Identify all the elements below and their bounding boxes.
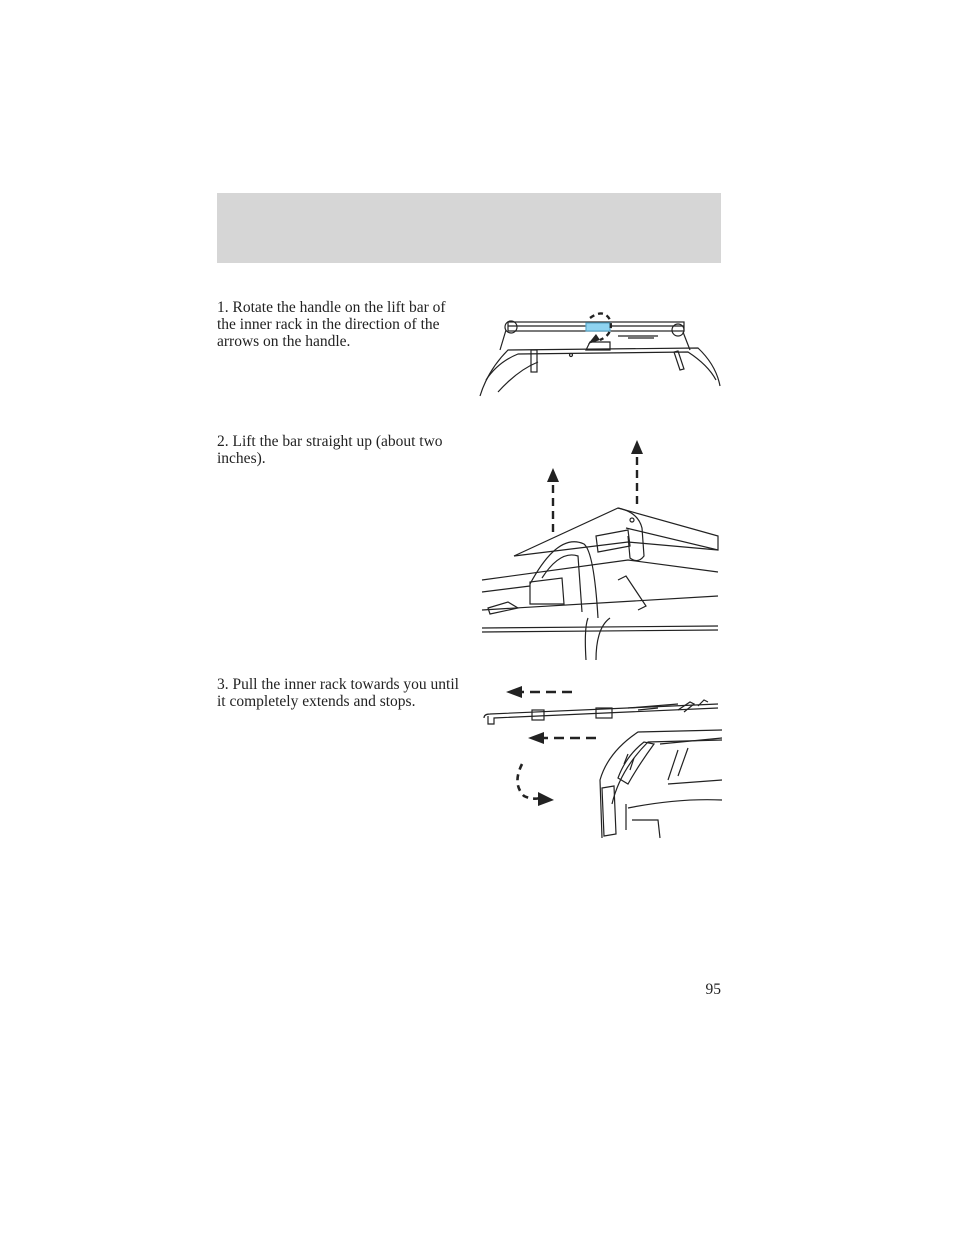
- page-number: 95: [705, 981, 721, 998]
- step-2-text: 2. Lift the bar straight up (about two inches).: [217, 433, 443, 467]
- lift-bar-up-illustration: [478, 432, 722, 660]
- section-header-band: [217, 193, 721, 263]
- pull-rack-illustration: [478, 680, 722, 840]
- step-3-text: 3. Pull the inner rack towards you until it completely extends and stops.: [217, 676, 459, 710]
- step-1-text: 1. Rotate the handle on the lift bar of the inner rack in the direction of the arrows on the handle.: [217, 299, 446, 350]
- lift-bar-handle-illustration: [478, 310, 722, 400]
